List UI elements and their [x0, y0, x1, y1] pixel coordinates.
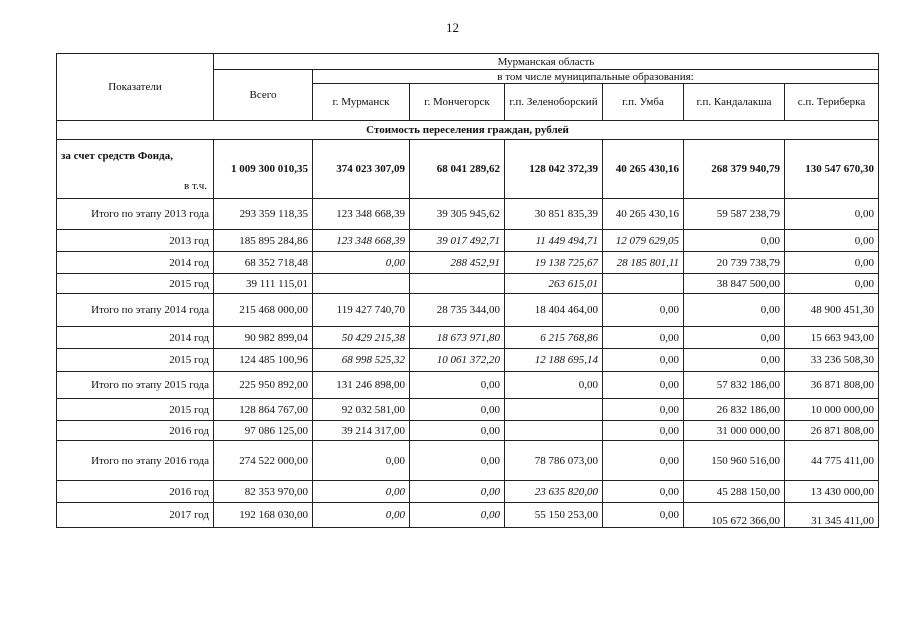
table-cell: 18 404 464,00 [505, 294, 603, 327]
row-label: 2017 год [57, 503, 214, 528]
row-label: 2016 год [57, 481, 214, 503]
table-cell: 0,00 [684, 327, 785, 349]
table-cell: 0,00 [410, 503, 505, 528]
table-cell: 39 305 945,62 [410, 199, 505, 230]
fund-cell-zelenoborsky: 128 042 372,39 [505, 140, 603, 199]
table-row [57, 441, 879, 481]
header-region: Мурманская область [214, 54, 879, 70]
table-cell: 263 615,01 [505, 274, 603, 294]
table-cell: 59 587 238,79 [684, 199, 785, 230]
table-cell: 55 150 253,00 [505, 503, 603, 528]
table-cell: 0,00 [603, 294, 684, 327]
row-label: 2016 год [57, 421, 214, 441]
fund-cell-murmansk: 374 023 307,09 [313, 140, 410, 199]
table-cell: 0,00 [785, 274, 879, 294]
table-row [57, 252, 879, 274]
table-cell: 0,00 [410, 421, 505, 441]
table-cell: 39 111 115,01 [214, 274, 313, 294]
table-row [57, 503, 879, 528]
table-cell: 0,00 [684, 230, 785, 252]
table-cell: 0,00 [603, 481, 684, 503]
table-cell: 119 427 740,70 [313, 294, 410, 327]
table-cell: 39 017 492,71 [410, 230, 505, 252]
table-cell: 0,00 [603, 503, 684, 528]
table-row [57, 399, 879, 421]
row-label: Итого по этапу 2015 года [57, 372, 214, 399]
table-cell: 0,00 [684, 349, 785, 372]
table-cell: 0,00 [785, 230, 879, 252]
table-cell: 48 900 451,30 [785, 294, 879, 327]
table-cell: 0,00 [313, 441, 410, 481]
table-cell: 0,00 [313, 252, 410, 274]
table-cell: 44 775 411,00 [785, 441, 879, 481]
table-row [57, 327, 879, 349]
table-cell: 0,00 [785, 199, 879, 230]
table-cell: 12 079 629,05 [603, 230, 684, 252]
header-col-zelenoborsky: г.п. Зеленоборский [505, 84, 603, 121]
row-label: 2015 год [57, 349, 214, 372]
table-cell: 82 353 970,00 [214, 481, 313, 503]
table-cell: 11 449 494,71 [505, 230, 603, 252]
header-col-kandalaksha: г.п. Кандалакша [684, 84, 785, 121]
table-cell: 13 430 000,00 [785, 481, 879, 503]
table-cell [505, 399, 603, 421]
table-cell: 0,00 [785, 252, 879, 274]
fund-cell-total: 1 009 300 010,35 [214, 140, 313, 199]
table-cell: 30 851 835,39 [505, 199, 603, 230]
fund-cell-monchegorsk: 68 041 289,62 [410, 140, 505, 199]
table-cell: 0,00 [603, 349, 684, 372]
table-cell: 0,00 [313, 481, 410, 503]
table-cell: 0,00 [410, 399, 505, 421]
table-cell: 105 672 366,00 [684, 503, 785, 528]
table-cell: 45 288 150,00 [684, 481, 785, 503]
table-cell: 0,00 [313, 503, 410, 528]
table-cell: 78 786 073,00 [505, 441, 603, 481]
table-cell: 192 168 030,00 [214, 503, 313, 528]
fund-cell-teriberka: 130 547 670,30 [785, 140, 879, 199]
table-cell: 0,00 [410, 372, 505, 399]
table-cell: 0,00 [603, 327, 684, 349]
page-number: 12 [446, 20, 459, 35]
table-cell: 128 864 767,00 [214, 399, 313, 421]
table-cell: 6 215 768,86 [505, 327, 603, 349]
table-cell: 0,00 [603, 441, 684, 481]
table-cell [603, 274, 684, 294]
table-row [57, 230, 879, 252]
table-cell: 0,00 [603, 372, 684, 399]
table-row [57, 349, 879, 372]
table-cell [410, 274, 505, 294]
header-municipal: в том числе муниципальные образования: [313, 70, 879, 84]
header-col-monchegorsk: г. Мончегорск [410, 84, 505, 121]
table-cell: 33 236 508,30 [785, 349, 879, 372]
table-cell: 90 982 899,04 [214, 327, 313, 349]
table-row [57, 294, 879, 327]
table-cell: 0,00 [410, 481, 505, 503]
table-cell: 215 468 000,00 [214, 294, 313, 327]
fund-label-main: за счет средств Фонда, [61, 150, 173, 162]
table-cell: 20 739 738,79 [684, 252, 785, 274]
row-label: Итого по этапу 2016 года [57, 441, 214, 481]
row-label: 2015 год [57, 399, 214, 421]
table-cell: 185 895 284,86 [214, 230, 313, 252]
table-cell: 0,00 [505, 372, 603, 399]
table-cell: 150 960 516,00 [684, 441, 785, 481]
table-cell [505, 421, 603, 441]
table-row [57, 199, 879, 230]
table-cell: 0,00 [410, 441, 505, 481]
table-cell: 28 735 344,00 [410, 294, 505, 327]
table-cell: 36 871 808,00 [785, 372, 879, 399]
table-cell: 26 832 186,00 [684, 399, 785, 421]
table-cell: 39 214 317,00 [313, 421, 410, 441]
table-cell: 31 345 411,00 [785, 503, 879, 528]
table-cell: 26 871 808,00 [785, 421, 879, 441]
table-cell: 28 185 801,11 [603, 252, 684, 274]
table-cell: 15 663 943,00 [785, 327, 879, 349]
row-label: 2015 год [57, 274, 214, 294]
table-cell: 19 138 725,67 [505, 252, 603, 274]
table-cell: 0,00 [684, 294, 785, 327]
header-col-umba: г.п. Умба [603, 84, 684, 121]
table-cell [313, 274, 410, 294]
table-cell: 225 950 892,00 [214, 372, 313, 399]
table-cell: 31 000 000,00 [684, 421, 785, 441]
table-cell: 50 429 215,38 [313, 327, 410, 349]
table-cell: 123 348 668,39 [313, 230, 410, 252]
table-cell: 97 086 125,00 [214, 421, 313, 441]
row-label: 2013 год [57, 230, 214, 252]
fund-cell-kandalaksha: 268 379 940,79 [684, 140, 785, 199]
row-label: Итого по этапу 2013 года [57, 199, 214, 230]
table-cell: 288 452,91 [410, 252, 505, 274]
row-label: Итого по этапу 2014 года [57, 294, 214, 327]
table-cell: 12 188 695,14 [505, 349, 603, 372]
resettlement-cost-table [56, 53, 879, 528]
table-row [57, 421, 879, 441]
table-cell: 40 265 430,16 [603, 199, 684, 230]
table-row [57, 372, 879, 399]
table-cell: 0,00 [603, 421, 684, 441]
table-row [57, 274, 879, 294]
table-cell: 0,00 [603, 399, 684, 421]
row-label: 2014 год [57, 252, 214, 274]
section-title: Стоимость переселения граждан, рублей [57, 121, 879, 140]
table-cell: 124 485 100,96 [214, 349, 313, 372]
header-col-teriberka: с.п. Териберка [785, 84, 879, 121]
table-cell: 68 352 718,48 [214, 252, 313, 274]
table-cell: 57 832 186,00 [684, 372, 785, 399]
header-indicators: Показатели [57, 54, 214, 121]
header-total: Всего [214, 70, 313, 121]
table-row [57, 481, 879, 503]
table-cell: 293 359 118,35 [214, 199, 313, 230]
header-col-murmansk: г. Мурманск [313, 84, 410, 121]
table-cell: 10 061 372,20 [410, 349, 505, 372]
table-cell: 18 673 971,80 [410, 327, 505, 349]
table-cell: 92 032 581,00 [313, 399, 410, 421]
table-cell: 23 635 820,00 [505, 481, 603, 503]
table-cell: 131 246 898,00 [313, 372, 410, 399]
fund-row-label [57, 140, 214, 199]
fund-cell-umba: 40 265 430,16 [603, 140, 684, 199]
fund-label-sub: в т.ч. [184, 180, 207, 192]
table-cell: 274 522 000,00 [214, 441, 313, 481]
table-cell: 68 998 525,32 [313, 349, 410, 372]
row-label: 2014 год [57, 327, 214, 349]
table-cell: 38 847 500,00 [684, 274, 785, 294]
table-cell: 10 000 000,00 [785, 399, 879, 421]
table-cell: 123 348 668,39 [313, 199, 410, 230]
